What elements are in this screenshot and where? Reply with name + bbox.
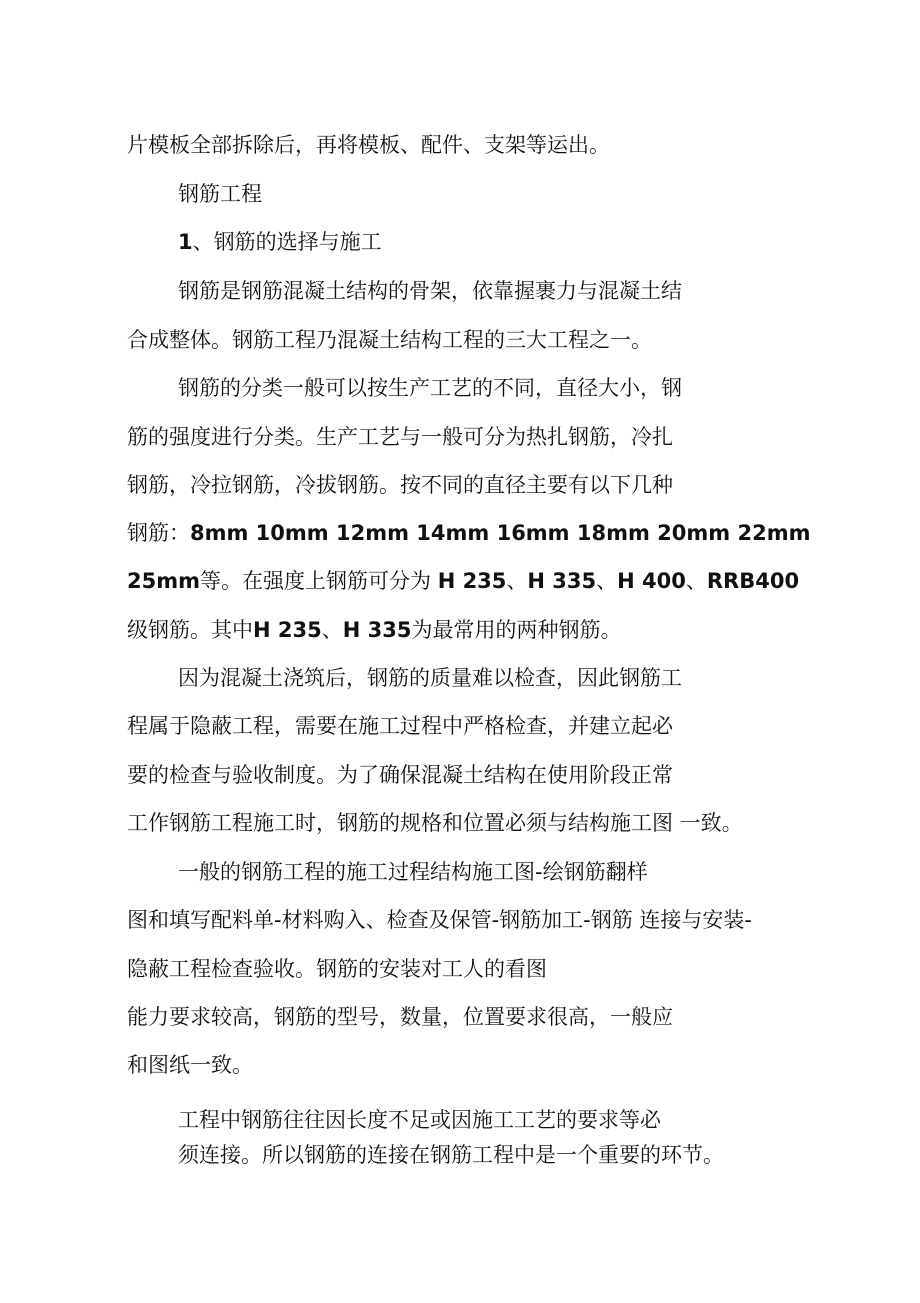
text-line [127,761,673,789]
text-run: 一般的钢筋工程的施工过程结构施工图-绘钢筋翻样 [178,860,648,884]
text-run: 程属于隐蔽工程，需要在施工过程中严格检查，并建立起必 [127,714,673,738]
text-line [178,1141,724,1169]
text-run-bold: 25mm [127,569,200,593]
text-line [127,326,652,354]
text-run: 级钢筋。其中 [127,618,253,642]
text-line [127,616,621,644]
text-run: 、 [321,618,343,642]
text-line [127,519,810,547]
text-line [178,277,682,305]
text-run: 隐蔽工程检查验收。钢筋的安装对工人的看图 [127,957,547,981]
text-run: 钢筋工程 [178,182,262,206]
text-run: 筋的强度进行分类。生产工艺与一般可分为热扎钢筋，冷扎 [127,425,673,449]
text-run: 能力要求较高，钢筋的型号，数量，位置要求很高，一般应 [127,1005,673,1029]
text-run: 合成整体。钢筋工程乃混凝土结构工程的三大工程之一。 [127,328,652,352]
text-line [178,374,682,402]
text-run: 为最常用的两种钢筋。 [411,618,622,642]
text-line [127,906,752,934]
text-run-bold: H 235 [437,569,507,593]
text-run-bold: RRB400 [706,569,800,593]
text-line [178,858,648,886]
subsection-heading [178,228,382,256]
text-line [127,809,743,837]
text-run: 钢筋，冷拉钢筋，冷拔钢筋。按不同的直径主要有以下几种 [127,473,673,497]
text-run: 等。在强度上钢筋可分为 [200,569,438,593]
text-run: 因为混凝土浇筑后，钢筋的质量难以检查，因此钢筋工 [178,666,682,690]
text-line [127,423,673,451]
text-run-bold: 8mm 10mm 12mm 14mm 16mm 18mm 20mm 22mm [190,521,811,545]
text-run: 、 [506,569,528,593]
text-run: 、 [685,569,707,593]
text-run: 钢筋的分类一般可以按生产工艺的不同，直径大小，钢 [178,376,682,400]
text-line [127,1003,673,1031]
text-run: 工程中钢筋往往因长度不足或因施工工艺的要求等必 [178,1108,661,1132]
text-run-bold: H 400 [617,569,686,593]
text-run-bold: H 235 [253,618,322,642]
text-line [127,1051,253,1079]
section-heading [178,180,262,208]
text-run: 片模板全部拆除后，再将模板、配件、支架等运出。 [127,133,610,157]
text-line [178,1106,661,1134]
text-run: 要的检查与验收制度。为了确保混凝土结构在使用阶段正常 [127,763,673,787]
text-run: 钢筋： [127,521,190,545]
text-line [127,712,673,740]
text-run: 图和填写配料单-材料购入、检查及保管-钢筋加工-钢筋 连接与安装- [127,908,752,932]
text-run: 工作钢筋工程施工时，钢筋的规格和位置必须与结构施工图 一致。 [127,811,743,835]
text-line [127,471,673,499]
text-run-bold: H 335 [342,618,412,642]
text-run: 钢筋是钢筋混凝土结构的骨架，依靠握裹力与混凝土结 [178,279,682,303]
text-run: 、钢筋的选择与施工 [192,230,382,254]
text-run-bold: H 335 [527,569,597,593]
text-line [127,567,799,595]
text-run-bold: 1 [178,230,193,254]
text-line [127,955,547,983]
text-run: 须连接。所以钢筋的连接在钢筋工程中是一个重要的环节。 [178,1143,724,1167]
text-run: 和图纸一致。 [127,1053,253,1077]
text-line [178,664,682,692]
text-run: 、 [596,569,618,593]
text-line [127,131,610,159]
